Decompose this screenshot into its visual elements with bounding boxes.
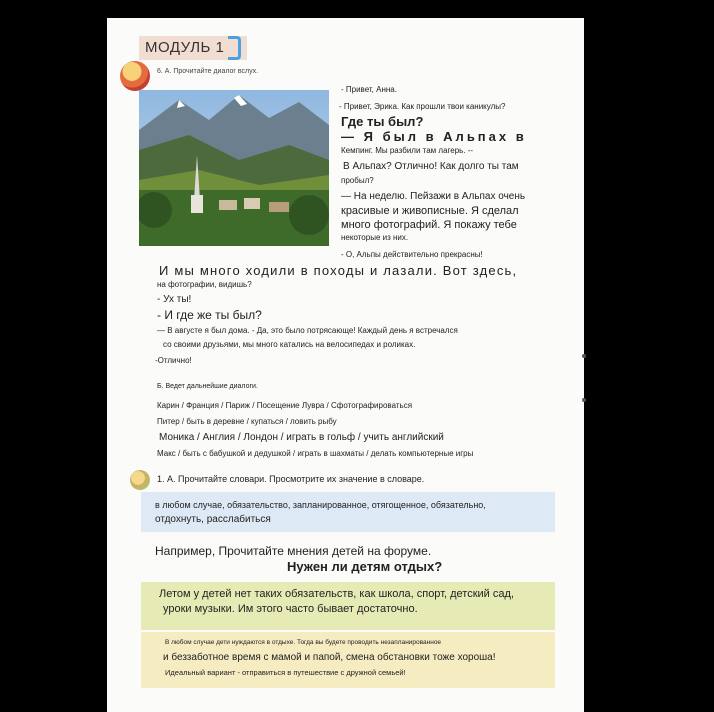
forum-line: Летом у детей нет таких обязательств, как школа, спорт, детский сад, [159,588,514,600]
dialog-line: - Ух ты! [157,294,192,305]
forum-line: уроки музыки. Им этого часто бывает достаточно. [163,603,418,615]
dialog-line: на фотографии, видишь? [157,280,252,289]
dialog-line: В Альпах? Отлично! Как долго ты там [343,161,519,172]
task-1a-instruction: 1. А. Прочитайте словари. Просмотрите их значение в словаре. [157,474,425,484]
module-title-text: МОДУЛЬ 1 [145,39,225,56]
bracket-icon [228,36,241,60]
dialog-line: И мы много ходили в походы и лазали. Вот здесь, [159,263,518,278]
speech-icon [130,470,150,490]
dialog-line: пробыл? [341,176,374,185]
dialog-line: Где ты был? [341,114,424,129]
dialog-line: — На неделю. Пейзажи в Альпах очень [341,191,526,202]
forum-line: Идеальный вариант - отправиться в путешествие с дружной семьей! [165,668,406,677]
example-line: Например, Прочитайте мнения детей на форуме. [155,544,432,558]
dialog-line: некоторые из них. [341,233,409,242]
task-6b-row: Питер / быть в деревне / купаться / ловить рыбу [157,417,337,426]
dialog-line: -Отлично! [155,356,192,365]
dialog-line: - И где же ты был? [157,308,262,322]
textbook-page [107,18,584,712]
dialog-line: - О, Альпы действительно прекрасны! [341,250,483,259]
forum-heading: Нужен ли детям отдых? [287,559,443,574]
module-title [139,36,247,60]
alps-photo [139,90,329,246]
task-6b-row: Карин / Франция / Париж / Посещение Лувра / Сфотографироваться [157,401,413,410]
dialog-line: — В августе я был дома. - Да, это было потрясающе! Каждый день я встречался [157,326,458,335]
task-6b-instruction: Б. Ведет дальнейшие диалоги. [157,383,258,390]
dialog-line: — Я был в Альпах в [341,129,527,144]
task-6b-row: Моника / Англия / Лондон / играть в гольф / учить английский [159,432,444,443]
dialog-line: красивые и живописные. Я сделал [341,205,519,217]
task-6b-row: Макс / быть с бабушкой и дедушкой / играть в шахматы / делать компьютерные игры [157,449,474,458]
vocab-box [141,492,555,532]
book-icon [120,61,150,91]
dialog-line: Кемпинг. Мы разбили там лагерь. -- [341,146,474,155]
vocab-line: отдохнуть, расслабиться [155,514,271,525]
dialog-line: - Привет, Эрика. Как прошли твои каникулы? [339,102,506,111]
dialog-line: со своими друзьями, мы много катались на велосипедах и роликах. [163,340,416,349]
forum-line: и беззаботное время с мамой и папой, смена обстановки тоже хороша! [163,652,496,663]
dialog-line: - Привет, Анна. [341,85,397,94]
vocab-line: в любом случае, обязательство, запланированное, отягощенное, обязательно, [155,500,486,510]
scroll-marker [582,354,586,358]
forum-line: В любом случае дети нуждаются в отдыхе. Тогда вы будете проводить незапланированное [165,639,442,646]
task-6a-instruction: 6. А. Прочитайте диалог вслух. [157,68,259,75]
dialog-line: много фотографий. Я покажу тебе [341,219,517,231]
scroll-marker [582,398,586,402]
